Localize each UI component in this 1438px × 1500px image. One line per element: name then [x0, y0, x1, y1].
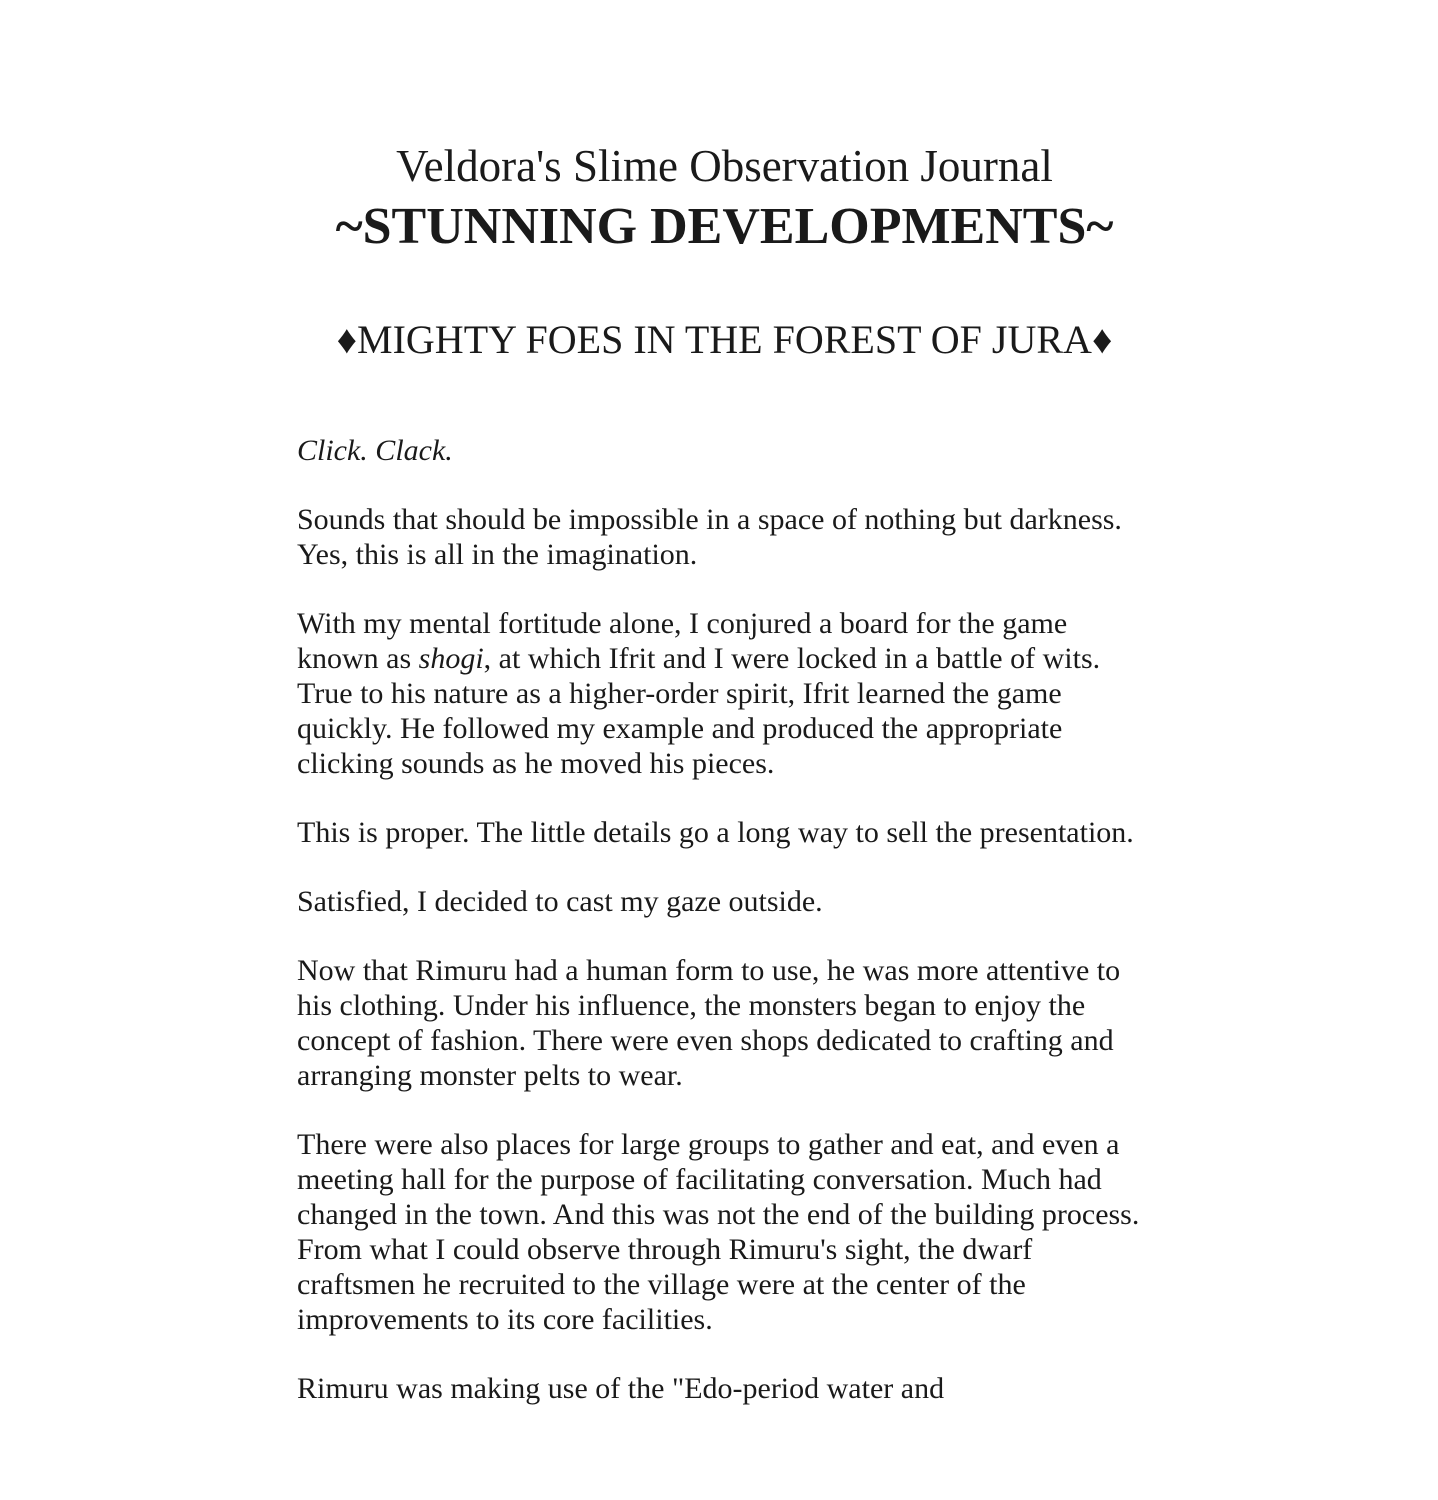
- paragraph-click-clack: Click. Clack.: [297, 434, 453, 467]
- journal-title: Veldora's Slime Observation Journal: [396, 141, 1053, 191]
- paragraph-fashion: Now that Rimuru had a human form to use, he was more attentive to his clothing. Under his influence, the monsters began to enjoy the concept of fashion. There were even shops dedicated to crafting and arranging monster pelts to wear.: [297, 954, 1121, 1092]
- paragraph-satisfied: Satisfied, I decided to cast my gaze outside.: [297, 885, 823, 918]
- paragraph-shogi: [297, 606, 1152, 781]
- section-heading: ♦MIGHTY FOES IN THE FOREST OF JURA♦: [336, 317, 1113, 362]
- paragraph-proper: This is proper. The little details go a long way to sell the presentation.: [297, 816, 1134, 849]
- paragraph-town-changes: There were also places for large groups to gather and eat, and even a meeting hall for the purpose of facilitating conversation. Much had changed in the town. And this was not the end of the building process. From what I could observe through Rimuru's sight, the dwarf craftsmen he recruited to the village were at the center of the improvements to its core facilities.: [297, 1128, 1140, 1336]
- body-text: [297, 433, 1152, 1406]
- paragraph-edo-period-cutoff: Rimuru was making use of the "Edo-period water and: [297, 1372, 945, 1405]
- paragraph-shogi-segment-after: , at which Ifrit and I were locked in a battle of wits. True to his nature as a higher-order spirit, Ifrit learned the game quickly. He followed my example and produced the appropriate clicking sounds as he moved his pieces.: [297, 642, 1101, 780]
- title-block: [297, 137, 1152, 259]
- journal-subtitle: ~STUNNING DEVELOPMENTS~: [335, 198, 1114, 255]
- paragraph-shogi-segment-before: With my mental fortitude alone, I conjured a board for the game known as: [297, 607, 1068, 675]
- shogi-italic-word: shogi: [418, 642, 484, 675]
- paragraph-sounds: Sounds that should be impossible in a space of nothing but darkness. Yes, this is all in the imagination.: [297, 503, 1122, 571]
